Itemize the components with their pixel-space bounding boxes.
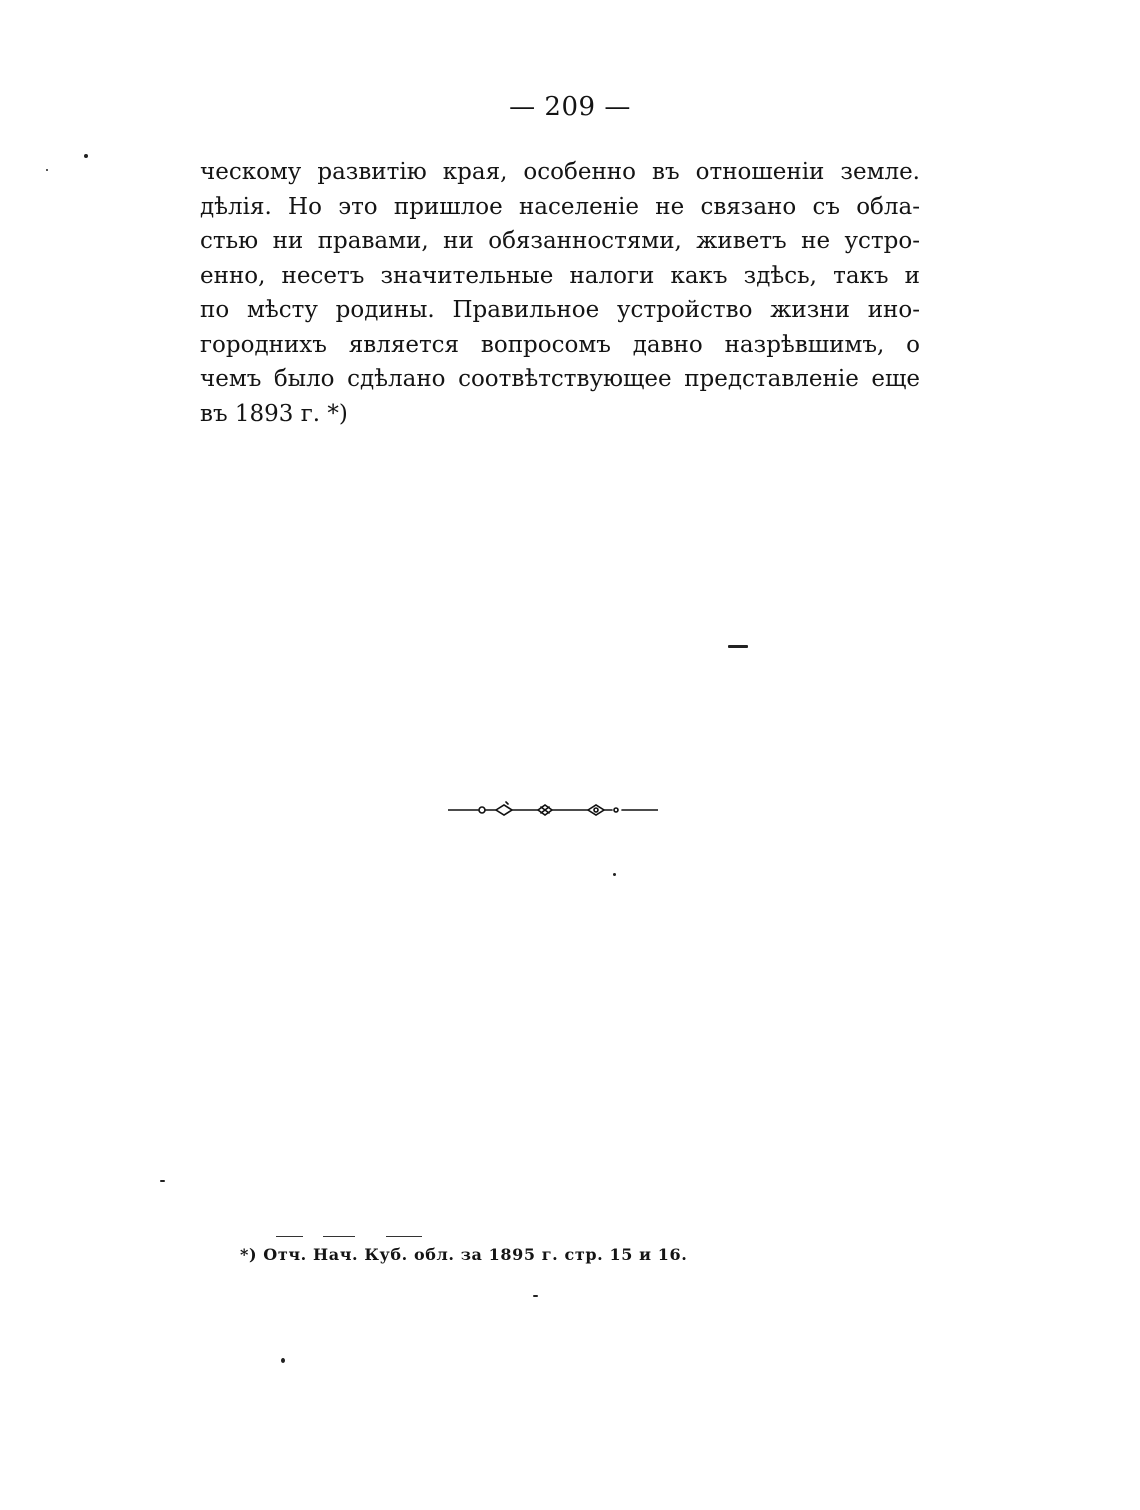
- body-line: въ 1893 г. *): [200, 400, 348, 427]
- scan-speck: [533, 1295, 538, 1297]
- scan-speck: [46, 169, 48, 171]
- ornamental-divider-icon: [448, 800, 658, 820]
- body-line: по мѣсту родины. Правильное устройство жизни ино-: [200, 297, 920, 323]
- body-line: чемъ было сдѣлано соотвѣтствующее представленіе еще: [200, 366, 920, 392]
- footnote: *) Отч. Нач. Куб. обл. за 1895 г. стр. 15 и 16.: [240, 1245, 688, 1264]
- page-number: — 209 —: [509, 92, 631, 122]
- scan-speck: [728, 645, 748, 648]
- footnote-rule: [323, 1236, 355, 1237]
- scan-speck: [613, 873, 616, 876]
- body-paragraph: [200, 155, 920, 431]
- footnote-rule: [276, 1236, 303, 1237]
- body-line: стью ни правами, ни обязанностями, живетъ не устро-: [200, 228, 920, 254]
- scan-speck: [160, 1180, 165, 1182]
- scan-speck: [281, 1358, 285, 1363]
- scan-speck: [84, 154, 88, 158]
- body-line: енно, несетъ значительные налоги какъ здѣсь, такъ и: [200, 262, 920, 289]
- body-line: дѣлія. Но это пришлое населеніе не связано съ обла-: [200, 193, 920, 220]
- body-line: ческому развитію края, особенно въ отношеніи земле.: [200, 159, 920, 185]
- footnote-rule: [386, 1236, 422, 1237]
- body-line: городнихъ является вопросомъ давно назрѣвшимъ, о: [200, 331, 920, 358]
